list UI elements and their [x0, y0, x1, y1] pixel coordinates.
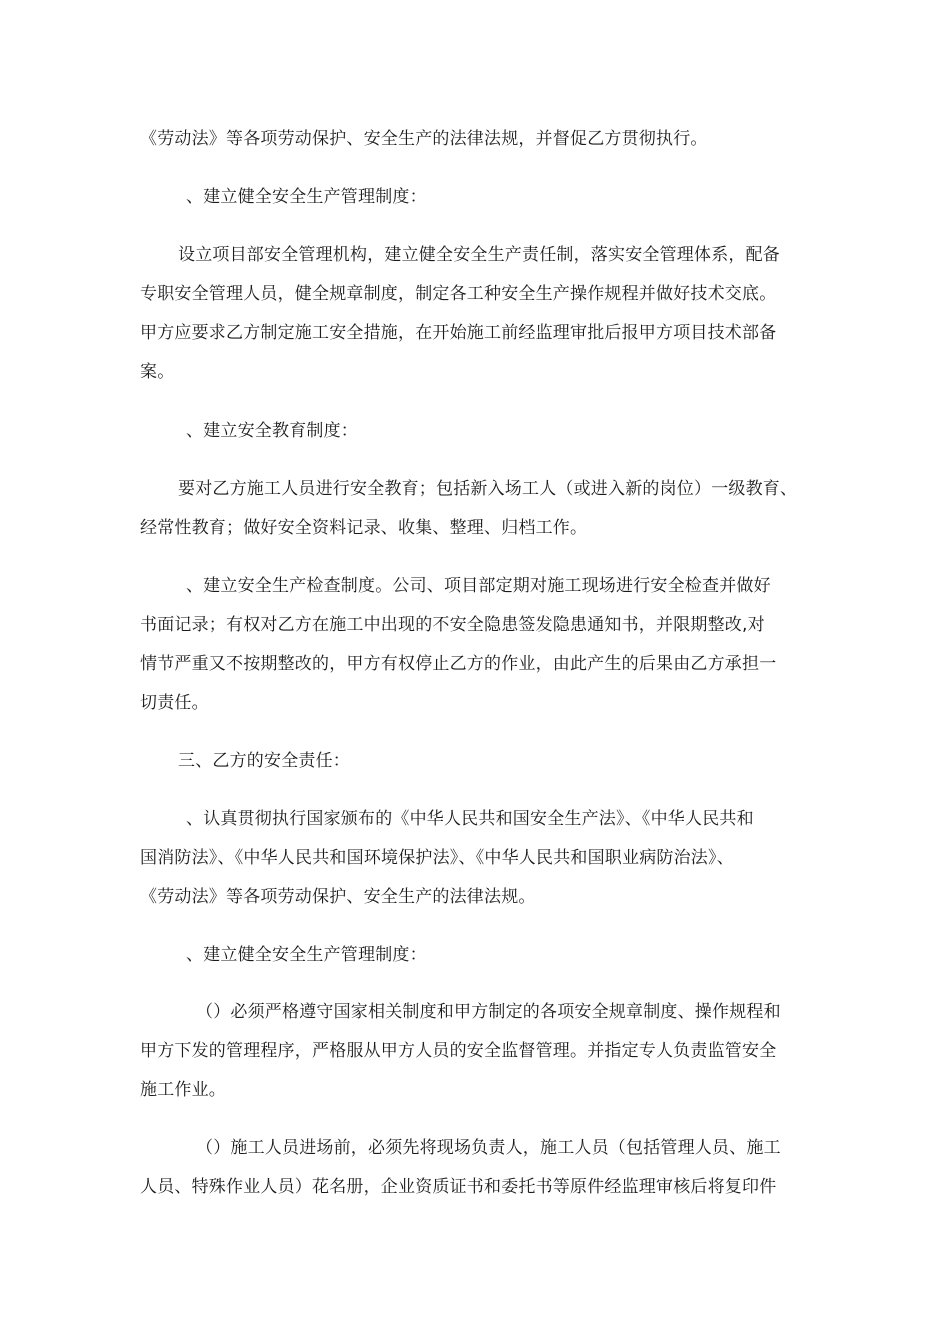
- text-line: 施工作业。: [140, 1080, 226, 1100]
- text-line: 、建立安全生产检查制度。公司、项目部定期对施工现场进行安全检查并做好: [186, 576, 771, 596]
- text-line: （）施工人员进场前，必须先将现场负责人，施工人员（包括管理人员、施工: [196, 1138, 781, 1158]
- text-line: 案。: [140, 362, 175, 382]
- section-heading: 、建立安全教育制度：: [186, 421, 358, 441]
- text-line: 要对乙方施工人员进行安全教育；包括新入场工人（或进入新的岗位）一级教育、: [178, 479, 798, 499]
- section-heading: 、建立健全安全生产管理制度：: [186, 187, 427, 207]
- text-line: 甲方应要求乙方制定施工安全措施，在开始施工前经监理审批后报甲方项目技术部备: [140, 323, 777, 343]
- text-line: 《劳动法》等各项劳动保护、安全生产的法律法规。: [140, 887, 536, 907]
- text-line: 经常性教育；做好安全资料记录、收集、整理、归档工作。: [140, 518, 588, 538]
- text-line: 人员、特殊作业人员）花名册，企业资质证书和委托书等原件经监理审核后将复印件: [140, 1177, 777, 1197]
- text-line: 、认真贯彻执行国家颁布的《中华人民共和国安全生产法》、《中华人民共和: [186, 809, 754, 829]
- text-line: 切责任。: [140, 693, 209, 713]
- text-line: 甲方下发的管理程序，严格服从甲方人员的安全监督管理。并指定专人负责监管安全: [140, 1041, 777, 1061]
- text-line: 设立项目部安全管理机构，建立健全安全生产责任制，落实安全管理体系，配备: [178, 245, 780, 265]
- text-line: 情节严重又不按期整改的，甲方有权停止乙方的作业，由此产生的后果由乙方承担一: [140, 654, 777, 674]
- section-heading: 、建立健全安全生产管理制度：: [186, 945, 427, 965]
- text-line: 书面记录；有权对乙方在施工中出现的不安全隐患签发隐患通知书，并限期整改,对: [140, 615, 765, 635]
- text-line: 专职安全管理人员，健全规章制度，制定各工种安全生产操作规程并做好技术交底。: [140, 284, 777, 304]
- text-line: （）必须严格遵守国家相关制度和甲方制定的各项安全规章制度、操作规程和: [196, 1002, 781, 1022]
- text-line: 《劳动法》等各项劳动保护、安全生产的法律法规，并督促乙方贯彻执行。: [140, 129, 708, 149]
- text-line: 国消防法》、《中华人民共和国环境保护法》、《中华人民共和国职业病防治法》、: [140, 848, 734, 868]
- section-heading: 三、乙方的安全责任：: [178, 751, 350, 771]
